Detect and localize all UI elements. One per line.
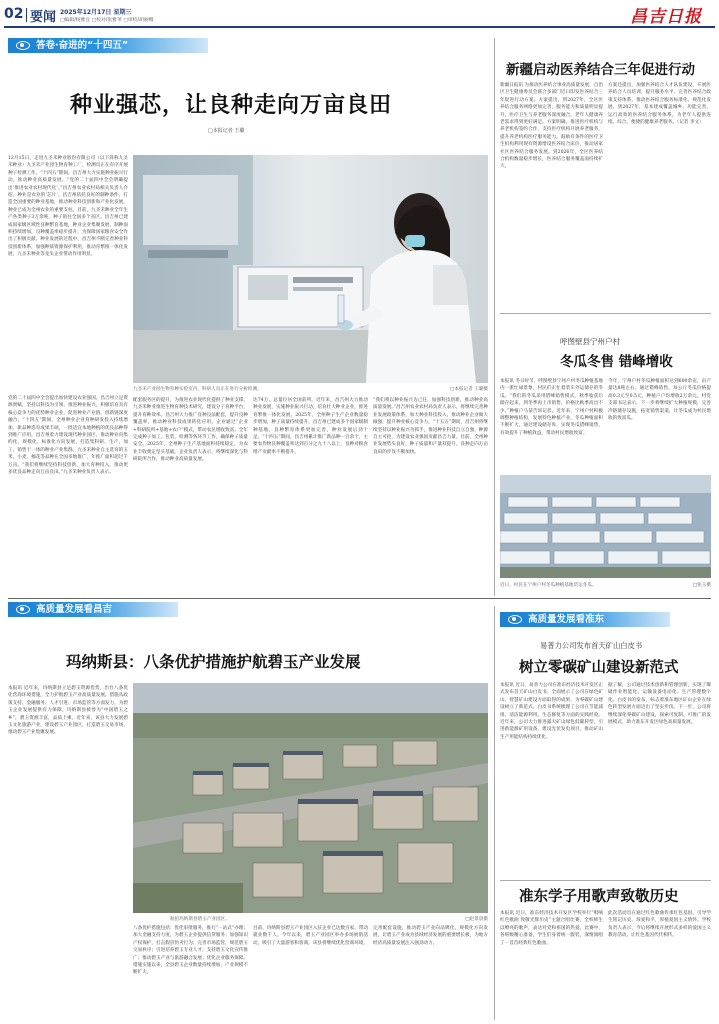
- page-fold-divider: [8, 598, 711, 599]
- paper-logo: 昌吉日报: [630, 7, 702, 24]
- winter-article-title: 冬瓜冬售 错峰增收: [560, 354, 673, 370]
- column-banner-label: 答卷·奋进的“十四五”: [36, 40, 129, 51]
- song-article-body-col1: 本报讯 近日，准东经济技术开发区学校举行“唱响红色歌曲 致敬光辉历史”主题合唱比赛，全校师生以嘹亮的歌声，表达对党和祖国的热爱。比赛中，各班级精心准备，学生们身着统一服装，深情演唱了一首首经典红色歌曲。: [500, 911, 603, 946]
- manasi-article-body-col2: 八条优护措施包括：优化审批服务，推行“一站式”办理；加大金融支持力度，为碧玉企业提供信贷服务；加强知识产权保护，打击假冒伪劣行为；完善市场监管，规范碧玉交易秩序；引进培养碧玉专业人才；支持碧玉文化宣传推广；推动碧玉产业与旅游融合发展；优化企业服务保障。措施实施以来，全县碧玉企业数量持续增加，产业规模不断扩大。: [133, 926, 248, 976]
- section-divider: [500, 880, 711, 881]
- manasi-article-photo: [133, 683, 488, 913]
- main-article-body-col5: “我们将以种业振兴为己任，加强科技创新，推动种业高质量发展。”昌吉州农业农村局负责人表示，将继续完善种业发展政策体系，加大种业科技投入，推动种业企业做大做强，提升种业核心竞争力。“十五五”期间，昌吉州将继续坚持以种业振兴为抓手，推进种业科技自立自强，种源自主可控，为建设农业强国贡献昌吉力量。目前，全州种业发展势头良好，种子质量和产量双提升，良种走向万亩良田的步伐不断加快。: [373, 398, 488, 455]
- winter-article-body-col2: 今年，宁州户村冬瓜种植面积达到600余亩，亩产量达8吨左右。通过错峰销售，每公斤冬瓜价格提高0.3元至0.5元，种植户户均增收2万余元。村党支部书记表示，下一步将继续扩大种植规模，完善冷链储存设施，拓宽销售渠道，让冬瓜成为村民增收的致富瓜。: [608, 379, 711, 422]
- page-number-divider: [26, 8, 27, 22]
- greenhouse-aerial-illustration: [500, 475, 711, 578]
- lab-scene-illustration: [133, 155, 488, 383]
- banner-icon: [16, 605, 30, 614]
- column-divider: [494, 606, 495, 1020]
- section-name: 要闻: [30, 10, 57, 25]
- main-article-title: 种业强芯，让良种走向万亩良田: [70, 93, 393, 118]
- main-article-photo: [133, 155, 488, 383]
- mine-article-body-col2: 据了解，公司通过技术创新和管理创新，实现了爆破作业智能化、运输设备电动化、生产管理数字化。白皮书的发布，标志着准东地区矿山企业在绿色转型发展方面迈出了坚实步伐。下一步，公司将继续深化零碳矿山建设，探索可复制、可推广的发展模式，助力准东开发区绿色高质量发展。: [608, 683, 711, 726]
- mine-article-body-col1: 本报讯 近日，易普力公司在准东经济技术开发区正式发布首天矿山白皮书，全面展示了公司在绿色矿山、智慧矿山建设方面取得的成果，为零碳矿山建设树立了新范式。白皮书系统梳理了公司在节能减排、清洁能源利用、生态修复等方面的实践经验。近年来，公司大力推进露天矿山绿色低碳转型，引进新能源矿用设备，建设光伏发电项目，推动矿山生产用能结构持续优化。: [500, 683, 603, 740]
- column-banner-top: [8, 38, 208, 53]
- manasi-photo-caption: 航拍玛纳斯县碧玉产业园区。: [170, 917, 230, 922]
- banner-icon: [16, 41, 30, 50]
- winter-article-body-col1: 本报讯 冬日时节，呼图壁县宁州户村冬瓜种植基地内一派忙碌景象，村民们正忙着装车外运储存的冬瓜。“我们的冬瓜采用错峰销售模式，秋季收获后储存起来，到冬季再上市销售，价格比秋季高出不少。”种植户马某告诉记者。近年来，宁州户村积极调整种植结构，发展特色种植产业，冬瓜种植面积不断扩大，通过建设储存库，实现冬瓜错峰销售，有效提升了种植效益，带动村民增收致富。: [500, 379, 603, 436]
- editor-line: □编辑/杨雅宜 □校对/张雅苇 □审校/胡丽娜: [60, 18, 154, 23]
- column-banner-label: 高质量发展看准东: [528, 614, 605, 625]
- winter-article-kicker: 呼图壁县宁州户村: [560, 337, 620, 346]
- main-photo-credit: □本报记者 王璐摄: [450, 387, 488, 392]
- winter-photo-caption: 近日，村民在宁州户村冬瓜种植基地装运冬瓜。: [500, 583, 597, 588]
- column-banner-right: [500, 612, 670, 627]
- page-number: 02: [4, 6, 24, 22]
- main-article-body-col3: 配套服务区的提升，为推进农业现代化提供了种业支撑。九圣禾种业推进生物育种技术研究，建设分子育种平台，提升育种效率。昌吉州大力推广良种良法配套，提升良种覆盖率，推动种业科技成果转化应用。企业通过“企业+科研院所+基地+农户”模式，带动农民增收致富。全年完成种子加工、包装、检测等各环节工作，确保种子质量安全。2025年，全州种子生产基地面积持续稳定，为农业丰收奠定坚实基础。企业负责人表示，将继续深化与科研院所合作，推动种业高质量发展。: [133, 398, 248, 463]
- song-article-title: 准东学子用歌声致敬历史: [519, 889, 679, 905]
- main-article-body-col2: 党的二十届四中全会提出加快建设农业强国。昌吉州立足资源禀赋，坚持以科技为引领，推进种业振兴，积极培育具有核心竞争力的优势种业企业，促进种业产业链、创新链深度融合。“十四五”期间，全州种业企业育种研发投入持续增加，新品种选育成果丰硕，一批适宜本地种植的优良品种得到推广应用。昌吉州着力建设现代种业园区，推动种业向集约化、规模化、标准化方向发展，打造集科研、生产、加工、销售于一体的种业产业集群。九圣禾种业自主选育的玉米、小麦、棉花等品种在全国多地推广，年推广面积超过千万亩。“我们将继续坚持科技创新，加大育种投入，推动更多优良品种走向万亩良田。”九圣禾种业负责人表示。: [8, 396, 128, 476]
- mine-article-kicker: 易普力公司发布首天矿山白皮书: [540, 641, 643, 650]
- column-divider: [494, 38, 495, 596]
- column-banner-left: [8, 602, 178, 617]
- column-banner-label: 高质量发展看昌吉: [36, 604, 113, 615]
- winter-photo-credit: □张玉摄: [692, 583, 711, 588]
- main-article-byline: □本报记者 王璐: [208, 128, 245, 134]
- section-divider: [500, 313, 711, 314]
- manasi-article-body-col3: 目前，玛纳斯县碧玉产业园区入驻企业已达数百家，带动就业数千人。今年以来，碧玉产业园区举办多场展销活动，吸引了大量游客和客商。该县将继续优化营商环境，完善配套设施，推动碧玉产业向品牌化、规模化方向发展，让碧玉产业成为县域经济发展的重要增长极，为地方经济高质量发展注入强劲动力。: [253, 926, 488, 946]
- winter-article-photo: [500, 475, 711, 578]
- main-article-body-col4: 达74万，总量位居全国前列。近年来，昌吉州大力推动种业发展，实施种业振兴行动，培育壮大种业企业，推进育繁推一体化发展。2025年，全州种子生产企业数量稳步增加，种子质量持续提升。昌吉州已建成多个国家级制种基地，良种繁育体系更加完善，种业发展后劲十足。“十四五”期间，昌吉州累计推广新品种一百余个，主要农作物良种覆盖率达到百分之九十八以上，良种对粮食增产贡献率不断提升。: [253, 398, 368, 455]
- medical-article-body-col1: 新疆日报讯 为推动医养结合事业高质量发展，自治区卫生健康委员会联合多部门近日印发医养结合三年促进行动方案。方案提出，到2027年，全区医养结合服务网络更加完善，服务能力和质量明显提升，医疗卫生与养老服务深度融合，老年人健康养老需求得到更好满足。方案明确，推进医疗机构与养老机构签约合作，支持医疗机构开展养老服务，提升养老机构医疗服务能力。鼓励有条件的医疗卫生机构利用现有资源增设医养结合床位，推动居家社区医养结合服务发展。到2026年，全区医养结合机构数量稳步增长，医养结合服务覆盖面持续扩大。: [500, 83, 603, 170]
- medical-article-title: 新疆启动医养结合三年促进行动: [506, 62, 695, 78]
- manasi-article-body-col1: 本报讯 近年来，玛纳斯县立足碧玉资源优势，出台八条优化营商环境措施，全力护航碧玉产业高质量发展。措施从政策支持、金融服务、人才引进、市场监管等方面发力，为碧玉企业发展提供有力保障。玛纳斯县被誉为“中国碧玉之乡”，碧玉资源丰富，品质上乘。近年来，该县大力发展碧玉文化旅游产业，建设碧玉产业园区，打造碧玉交易市场，推动碧玉产业集聚发展。: [8, 686, 128, 736]
- banner-icon: [508, 615, 522, 624]
- manasi-article-title: 玛纳斯县：八条优护措施护航碧玉产业发展: [66, 653, 361, 671]
- industrial-park-aerial-illustration: [133, 683, 488, 913]
- mine-article-title: 树立零碳矿山建设新范式: [519, 660, 679, 676]
- main-article-body-col1: 12月15日，走进九圣禾种业股份有限公司（以下简称九圣禾种业）九圣禾产业园生物育种工厂，检测员正在有序开展种子检测工作。“十四五”期间，昌吉州大力实施种业振兴行动，推动种业高质量发展。“党的二十届四中全会明确提出‘推进农业农村现代化’。”昌吉州农业农村局相关负责人介绍，种业是农业的‘芯片’。昌吉州依托良好的制种条件，打造全国重要的种业基地，推动种业科技创新和产业化发展，种业已成为全州农业的重要支柱。目前，九圣禾种业全年生产各类种子3万余吨，种子销往全国多个省区。昌吉州已建成国家级区域性良种繁育基地，种业企业集聚发展，制种面积持续增加，良种覆盖率稳步提升，为保障国家粮食安全作出了积极贡献。种业发展的过程中，昌吉州不断完善种业科技创新体系，加强种质资源保护利用，推动育繁推一体化发展，九圣禾种业等龙头企业带动作用明显。: [8, 156, 128, 258]
- manasi-photo-credit: □赵景晨摄: [465, 917, 488, 922]
- main-photo-caption: 九圣禾产业园生物育种实验室内，科研人员正在进行分析检测。: [133, 387, 262, 392]
- medical-article-body-col2: 方案还提出，加强医养结合人才队伍建设，开展医养结合人员培训，提升服务水平。完善医养结合政策支持体系，推动医养结合服务标准化、规范化发展。到2027年，基本建成覆盖城乡、功能完善、运行高效的医养结合服务体系，为老年人提供连续、综合、便捷的健康养老服务。（记者 李文）: [608, 83, 711, 126]
- masthead-rule: [4, 26, 715, 28]
- issue-date: 2025年12月17日 星期三: [60, 9, 132, 16]
- song-article-body-col2: 此次活动旨在通过红色歌曲传承红色基因，引导学生铭记历史、珍爱和平，厚植爱国主义情怀。学校负责人表示，今后将继续开展形式多样的爱国主义教育活动，让红色基因代代相传。: [608, 911, 711, 939]
